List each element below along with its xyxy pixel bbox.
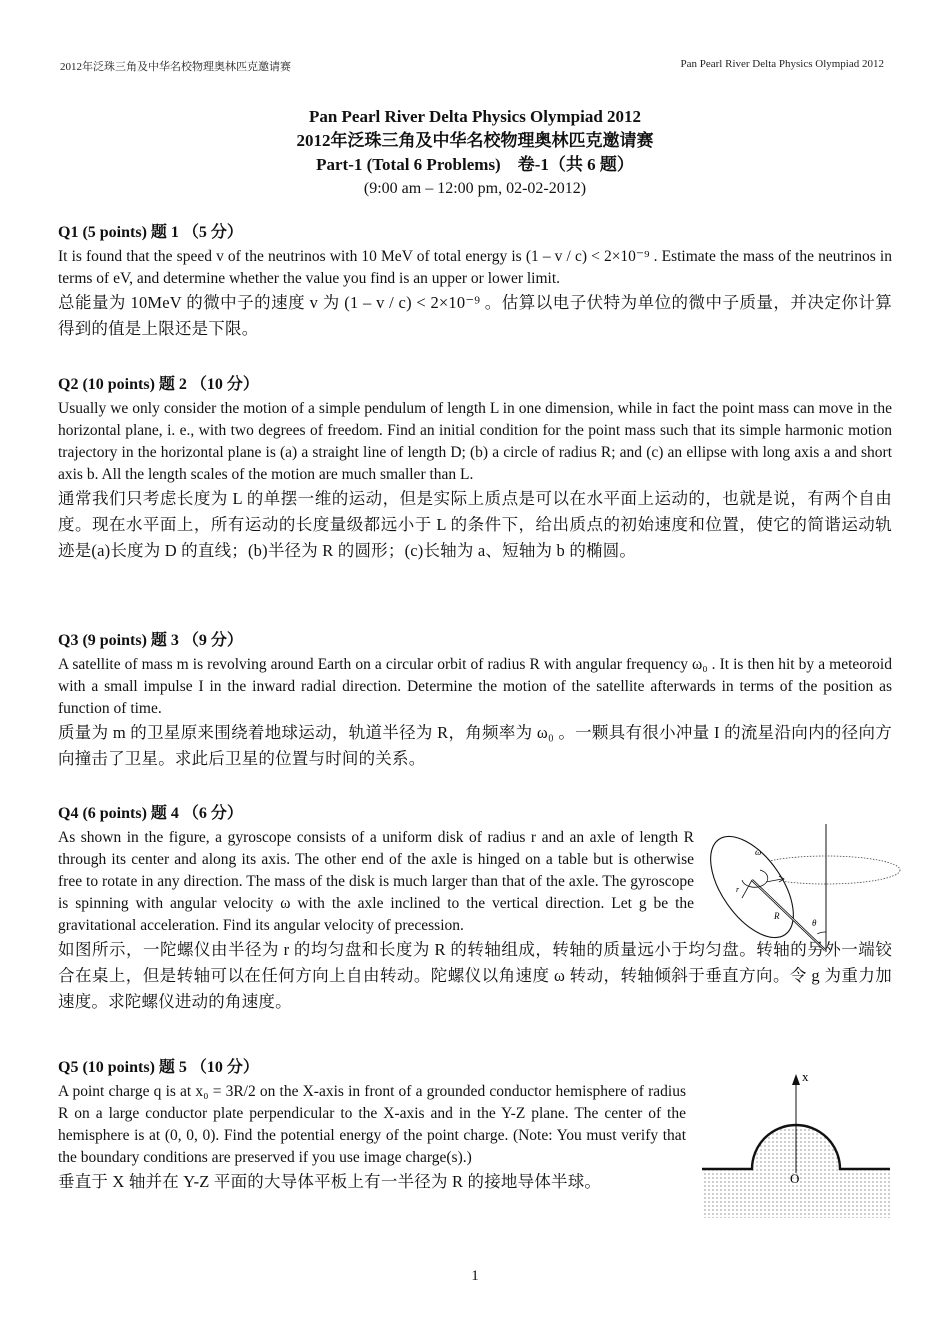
question-text-zh: 如图所示，一陀螺仪由半径为 r 的均匀盘和长度为 R 的转轴组成，转轴的质量远小于均匀盘。转轴的另外一端铰合在桌上，但是转轴可以在任何方向上自由转动。陀螺仪以角速度 ω 转动，转轴倾斜于垂直方向。令 g 为重力加速度。求陀螺仪进动的角速度。: [58, 940, 892, 1011]
question-heading: Q3 (9 points) 题 3 （9 分）: [58, 632, 243, 649]
label-r: r: [736, 885, 740, 894]
question-1: [58, 222, 892, 342]
title-block: [0, 105, 950, 201]
label-R: R: [774, 911, 780, 921]
question-text-en: Usually we only consider the motion of a simple pendulum of length L in one dimension, while in fact the point mass can move in the horizontal plane, i. e., with two degrees of freedom. Find an initial condition for the point mass such that its simple harmonic motion trajectory in the horizontal plane is (a) a straight line of length D; (b) a circle of radius R; and (c) an ellipse with long axis a and short axis b. All the length scales of the motion are much smaller than L.: [58, 400, 892, 483]
label-theta: θ: [812, 918, 817, 928]
question-heading: Q1 (5 points) 题 1 （5 分）: [58, 224, 243, 241]
question-heading: Q4 (6 points) 题 4 （6 分）: [58, 805, 243, 822]
question-text-zh: 通常我们只考虑长度为 L 的单摆一维的运动，但是实际上质点是可以在水平面上运动的，也就是说，有两个自由度。现在水平面上，所有运动的长度量级都远小于 L 的条件下，给出质点的初始速度和位置，使它的简谐运动轨迹是(a)长度为 D 的直线；(b)半径为 R 的圆形；(c)长轴为 a、短轴为 b 的椭圆。: [58, 489, 892, 560]
page-number: 1: [471, 1268, 479, 1284]
label-omega: ω: [755, 847, 762, 857]
question-text-zh: 垂直于 X 轴并在 Y-Z 平面的大导体平板上有一半径为 R 的接地导体半球。: [58, 1172, 602, 1191]
question-text-en: As shown in the figure, a gyroscope consists of a uniform disk of radius r and an axle of length R through its center and along its axis. The other end of the axle is hinged on a table but is otherwise free to rotate in any direction. The mass of the disk is much larger than that of the axle. The gyroscope is spinning with angular velocity ω with the axle inclined to the vertical direction. Let g be the gravitational acceleration. Find its angular velocity of precession.: [58, 829, 694, 934]
question-text-en: A satellite of mass m is revolving around Earth on a circular orbit of radius R with angular frequency ω₀ . It is then hit by a meteoroid with a small impulse I in the inward radial direction. Determine the motion of the satellite afterwards in terms of the position as function of time.: [58, 656, 892, 717]
title-english: Pan Pearl River Delta Physics Olympiad 2012: [308, 107, 642, 126]
question-3: [58, 630, 892, 772]
gyroscope-figure: [700, 822, 905, 954]
question-2: [58, 374, 892, 564]
question-heading: Q2 (10 points) 题 2 （10 分）: [58, 376, 259, 393]
title-part: Part-1 (Total 6 Problems) 卷-1（共 6 题）: [316, 155, 634, 174]
title-time: (9:00 am – 12:00 pm, 02-02-2012): [363, 180, 587, 197]
title-chinese: 2012年泛珠三角及中华名校物理奥林匹克邀请赛: [296, 131, 654, 150]
question-text-zh: 质量为 m 的卫星原来围绕着地球运动，轨道半径为 R，角频率为 ω₀ 。一颗具有很小冲量 I 的流星沿向内的径向方向撞击了卫星。求此后卫星的位置与时间的关系。: [58, 723, 892, 768]
question-text-en: A point charge q is at x₀ = 3R/2 on the X-axis in front of a grounded conductor hemisphere of radius R on a large conductor plate perpendicular to the X-axis and in the Y-Z plane. The center of the hemisphere is at (0, 0, 0). Find the potential energy of the point charge. (Note: You must verify that the boundary conditions are preserved if you use image charge(s).): [58, 1083, 686, 1166]
running-header-left: 2012年泛珠三角及中华名校物理奥林匹克邀请赛: [60, 61, 291, 73]
hemisphere-figure: [700, 1065, 892, 1220]
running-header-right: Pan Pearl River Delta Physics Olympiad 2012: [680, 58, 884, 70]
question-text-zh: 总能量为 10MeV 的微中子的速度 v 为 (1 – v / c) < 2×10⁻⁹ 。估算以电子伏特为单位的微中子质量，并决定你计算得到的值是上限还是下限。: [58, 293, 892, 338]
question-heading: Q5 (10 points) 题 5 （10 分）: [58, 1059, 259, 1076]
question-text-en: It is found that the speed v of the neutrinos with 10 MeV of total energy is (1 – v / c) < 2×10⁻⁹ . Estimate the mass of the neutrinos in terms of eV, and determine whether the value you find is an upper or lower limit.: [58, 248, 892, 287]
x-axis-arrow-icon: [792, 1074, 800, 1085]
label-origin: O: [790, 1171, 800, 1186]
label-x: x: [802, 1069, 809, 1084]
